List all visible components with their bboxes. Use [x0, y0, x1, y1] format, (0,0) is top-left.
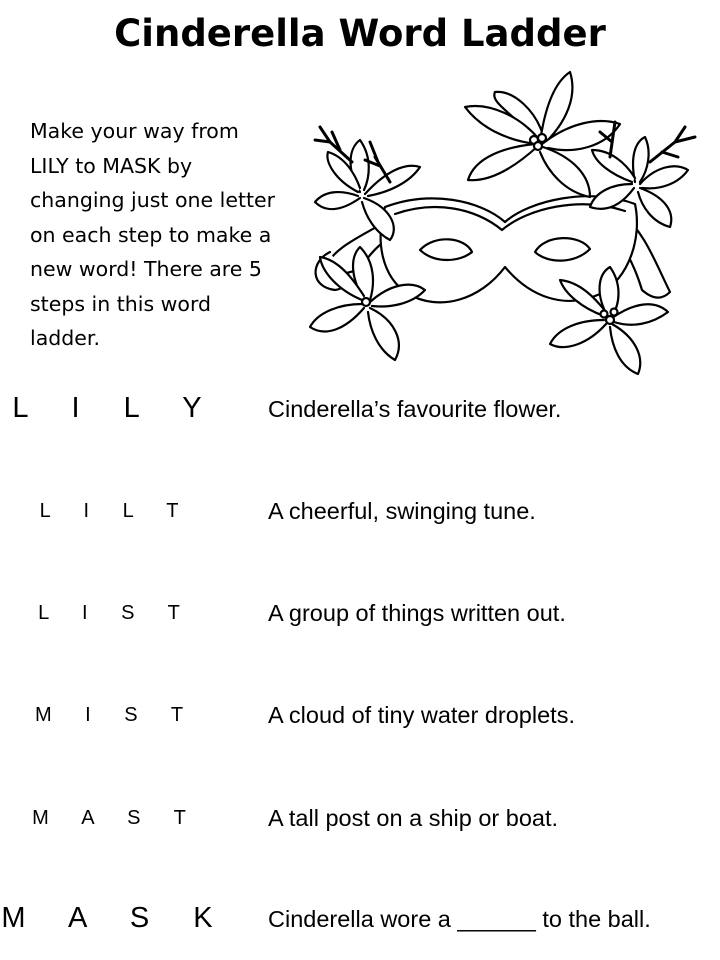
ladder-end-word: M A S K — [1, 902, 231, 934]
ladder-row — [0, 388, 720, 448]
masquerade-mask-icon — [290, 62, 710, 392]
instruction-line: steps in this word — [30, 291, 212, 316]
ladder-row — [0, 592, 720, 652]
page-title: Cinderella Word Ladder — [114, 12, 606, 55]
ladder-clue: Cinderella’s favourite flower. — [268, 396, 562, 422]
ladder-step-word: L I S T — [38, 602, 194, 624]
instruction-line: on each step to make a — [30, 222, 272, 247]
ladder-row — [0, 797, 720, 857]
ladder-row — [0, 490, 720, 550]
instruction-line: changing just one letter — [30, 188, 276, 212]
instruction-line: Make your way from — [30, 119, 239, 143]
ladder-start-word: L I L Y — [12, 392, 220, 424]
ladder-clue: A cloud of tiny water droplets. — [268, 702, 575, 728]
ladder-clue: A group of things written out. — [268, 600, 566, 626]
ladder-row — [0, 898, 720, 958]
instruction-line: ladder. — [30, 326, 100, 350]
instructions — [30, 114, 315, 356]
ladder-clue: A cheerful, swinging tune. — [268, 498, 536, 524]
instruction-line: LILY to MASK by — [30, 153, 193, 178]
ladder-row — [0, 694, 720, 754]
ladder-step-word: M A S T — [32, 807, 200, 829]
ladder-step-word: M I S T — [34, 704, 198, 726]
ladder-step-word: L I L T — [39, 500, 193, 522]
ladder-clue: A tall post on a ship or boat. — [268, 805, 559, 831]
ladder-clue: Cinderella wore a ______ to the ball. — [268, 906, 651, 932]
instruction-line: new word! There are 5 — [30, 257, 262, 281]
